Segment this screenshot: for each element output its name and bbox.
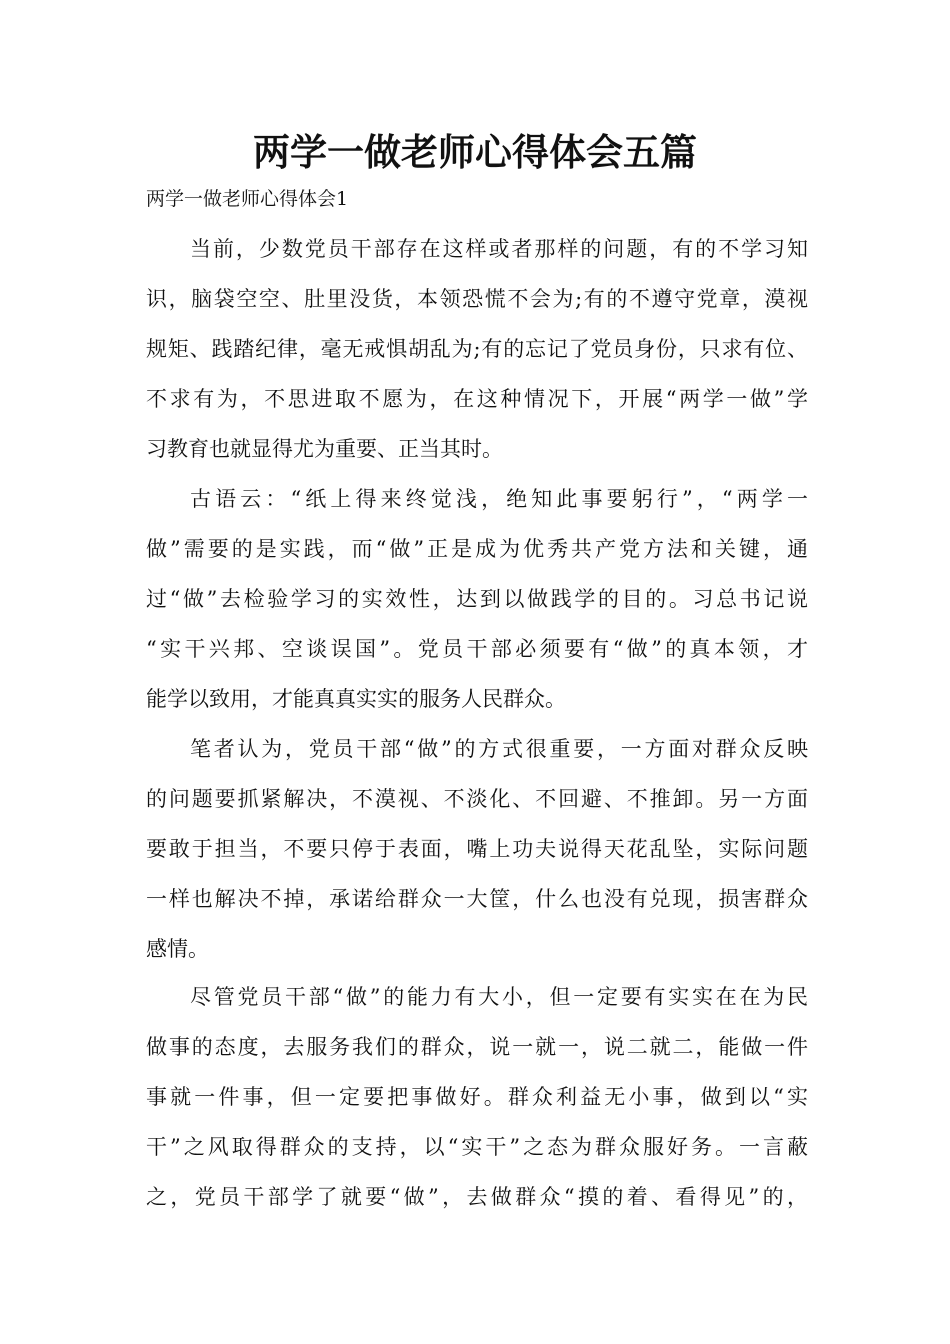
- paragraph-line: 干”之风取得群众的支持，以“实干”之态为群众服好务。一言蔽: [146, 1135, 808, 1159]
- paragraph-line: “实干兴邦、空谈误国”。党员干部必须要有“做”的真本领，才: [146, 637, 808, 661]
- paragraph-line: 古语云：“纸上得来终觉浅，绝知此事要躬行”，“两学一: [190, 487, 808, 511]
- paragraph-line: 当前，少数党员干部存在这样或者那样的问题，有的不学习知: [190, 237, 808, 261]
- paragraph-line: 习教育也就显得尤为重要、正当其时。: [146, 437, 503, 461]
- paragraph-line: 做事的态度，去服务我们的群众，说一就一，说二就二，能做一件: [146, 1035, 808, 1059]
- paragraph-1: [146, 224, 808, 474]
- paragraph-line: 事就一件事，但一定要把事做好。群众利益无小事，做到以“实: [146, 1085, 808, 1109]
- paragraph-line: 识，脑袋空空、肚里没货，本领恐慌不会为;有的不遵守党章，漠视: [146, 287, 808, 311]
- paragraph-3: [146, 724, 808, 974]
- paragraph-line: 能学以致用，才能真真实实的服务人民群众。: [146, 687, 566, 711]
- paragraph-line: 感情。: [146, 937, 209, 961]
- paragraph-line: 的问题要抓紧解决，不漠视、不淡化、不回避、不推卸。另一方面: [146, 787, 808, 811]
- paragraph-line: 过“做”去检验学习的实效性，达到以做践学的目的。习总书记说: [146, 587, 808, 611]
- section-heading: 两学一做老师心得体会1: [146, 188, 349, 210]
- paragraph-line: 之，党员干部学了就要“做”，去做群众“摸的着、看得见”的，: [146, 1185, 808, 1209]
- paragraph-2: [146, 474, 808, 724]
- paragraph-line: 笔者认为，党员干部“做”的方式很重要，一方面对群众反映: [190, 737, 808, 761]
- paragraph-line: 一样也解决不掉，承诺给群众一大筐，什么也没有兑现，损害群众: [146, 887, 808, 911]
- paragraph-line: 要敢于担当，不要只停于表面，嘴上功夫说得天花乱坠，实际问题: [146, 837, 808, 861]
- paragraph-line: 尽管党员干部“做”的能力有大小，但一定要有实实在在为民: [190, 985, 808, 1009]
- paragraph-line: 规矩、践踏纪律，毫无戒惧胡乱为;有的忘记了党员身份，只求有位、: [146, 337, 808, 361]
- paragraph-line: 做”需要的是实践，而“做”正是成为优秀共产党方法和关键，通: [146, 537, 808, 561]
- document-title: 两学一做老师心得体会五篇: [253, 131, 697, 174]
- paragraph-line: 不求有为，不思进取不愿为，在这种情况下，开展“两学一做”学: [146, 387, 808, 411]
- paragraph-4: [146, 972, 808, 1222]
